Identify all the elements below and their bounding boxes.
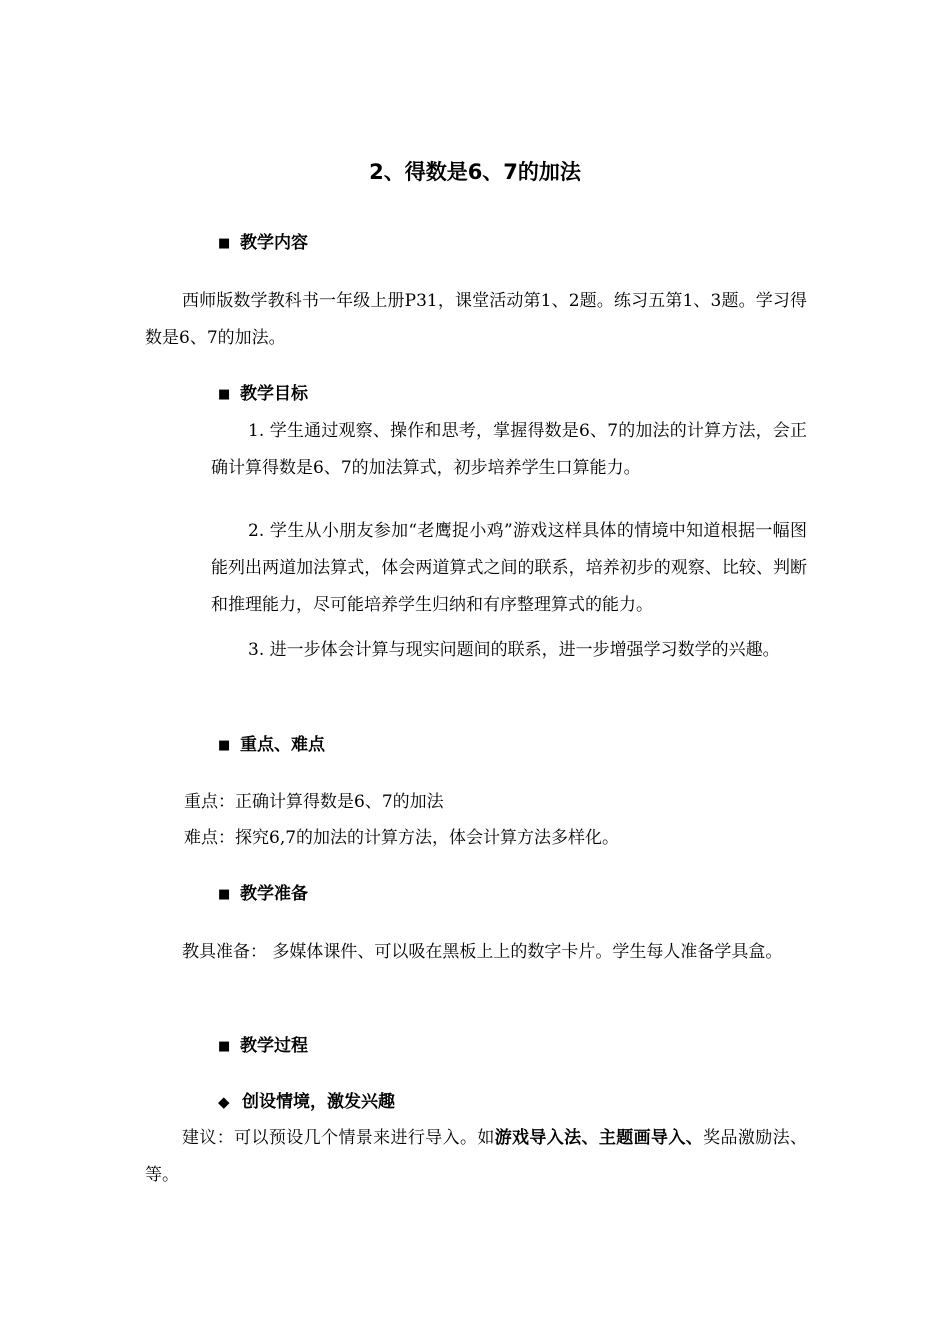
suggestion-bold-game: 游戏导入法	[494, 1128, 582, 1148]
square-bullet-icon: ■	[218, 738, 231, 753]
preparation-paragraph: 教具准备： 多媒体课件、可以吸在黑板上上的数字卡片。学生每人准备学具盒。	[182, 942, 783, 962]
heading-label: 教学内容	[240, 233, 308, 253]
suggestion-suffix: 奖品激励法、等。	[145, 1128, 808, 1185]
suggestion-bold-theme: 主题画导入	[598, 1128, 686, 1148]
square-bullet-icon: ■	[218, 236, 231, 251]
section-heading-preparation	[218, 881, 308, 908]
heading-label: 教学准备	[240, 884, 308, 904]
page-title: 2、得数是6、7的加法	[369, 160, 581, 184]
section-heading-goals	[218, 381, 308, 408]
content-paragraph: 西师版数学教科书一年级上册P31，课堂活动第1、2题。练习五第1、3题。学习得数是6、7的加法。	[145, 291, 807, 348]
key-point-text: 重点：正确计算得数是6、7的加法	[184, 792, 444, 812]
square-bullet-icon: ■	[218, 387, 231, 402]
goal-item-3: 3. 进一步体会计算与现实问题间的联系，进一步增强学习数学的兴趣。	[248, 640, 780, 660]
subheading-label: 创设情境，激发兴趣	[242, 1092, 395, 1112]
suggestion-sep: 、	[685, 1128, 704, 1148]
suggestion-sep: 、	[581, 1128, 599, 1148]
heading-label: 教学过程	[240, 1036, 308, 1056]
square-bullet-icon: ■	[218, 1039, 231, 1054]
section-heading-key-points	[218, 732, 325, 759]
goal-item-2: 2. 学生从小朋友参加“老鹰捉小鸡”游戏这样具体的情境中知道根据一幅图能列出两道加法算式，体会两道算式之间的联系，培养初步的观察、比较、判断和推理能力，尽可能培养学生归纳和有序整理算式的能力。	[211, 521, 807, 615]
section-heading-content	[218, 230, 308, 257]
heading-label: 重点、难点	[240, 735, 325, 755]
difficulty-text: 难点：探究6,7的加法的计算方法，体会计算方法多样化。	[184, 828, 620, 848]
subheading-situation	[218, 1089, 395, 1115]
suggestion-paragraph	[145, 1120, 807, 1194]
heading-label: 教学目标	[240, 384, 308, 404]
suggestion-prefix: 建议：可以预设几个情景来进行导入。如	[182, 1128, 495, 1148]
section-heading-process	[218, 1033, 308, 1060]
diamond-bullet-icon: ◆	[218, 1093, 230, 1111]
square-bullet-icon: ■	[218, 887, 231, 902]
goal-item-1: 1. 学生通过观察、操作和思考，掌握得数是6、7的加法的计算方法，会正确计算得数是6、7的加法算式，初步培养学生口算能力。	[211, 421, 807, 478]
